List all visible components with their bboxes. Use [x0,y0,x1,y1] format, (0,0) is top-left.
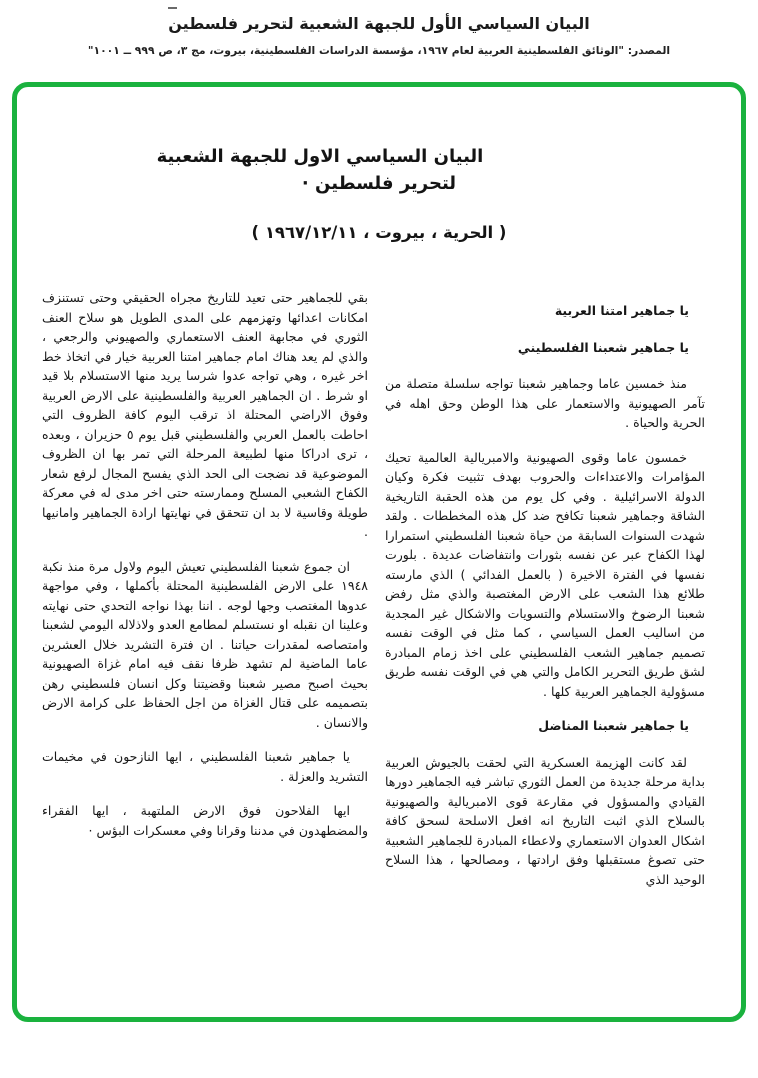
statement-title [17,143,741,197]
scan-artifact-dash [168,7,177,9]
salutation-palestinian-people: يا جماهير شعبنا الفلسطيني [517,339,689,355]
paragraph: منذ خمسين عاما وجماهير شعبنا تواجه سلسلة متصلة من تآمر الصهيونية والاستعمار على هذا الوطن وحق اهله في الحرية والحياة . [385,376,705,430]
green-scan-frame [12,82,746,1022]
paragraph: لقد كانت الهزيمة العسكرية التي لحقت بالجيوش العربية بداية مرحلة جديدة من العمل الثوري تباشر فيه الجماهير دورها القيادي والمسؤول في مقارعة قوى الامبريالية والصهيونية بالسلاح الذي اثبت التاريخ انه افعل الاسلحة لسحق كافة اشكال العدوان الاستعماري ولاعطاء المبادرة للجماهير الشعبية حتى تصوغ مستقبلها وفق ارادتها ، ومصالحها ، هذا السلاح الوحيد الذي [385,754,705,887]
document-header [0,14,758,57]
statement-title-line1: البيان السياسي الاول للجبهة الشعبية [156,146,484,167]
salutation-struggling-people: يا جماهير شعبنا المناضل [538,718,689,733]
salutation-peasants: ايها الفلاحون فوق الارض الملتهبة ، ايها الفقراء والمضطهدون في مدننا وقرانا وفي معسكرات البؤس · [42,803,368,838]
source-citation: المصدر: "الوثائق الفلسطينية العربية لعام ١٩٦٧، مؤسسة الدراسات الفلسطينية، بيروت، مج ٣، ص ٩٩٩ ــ ١٠٠١" [87,44,671,57]
text-columns [17,288,741,904]
paragraph: ان جموع شعبنا الفلسطيني تعيش اليوم ولاول مرة منذ نكبة ١٩٤٨ على الارض الفلسطينية المحتلة بأكملها ، وفي مواجهة عدوها المغتصب وجها لوجه . اننا بهذا نواجه التحدي حتى نهايته وعلينا ان نقبله او نستسلم لمطامع العدو ولاذلاله اليومي لشعبنا وامتصاصه لمقدرات حياتنا . ان فترة التشريد خلال العشرين عاما الماضية لم تشهد ظرفا نقف فيه امام غزاة الصهيونية بحيث اصبح مصير شعبنا وقضيتنا وكل انسان فلسطيني رهن بتصميمه على قتال الغزاة من اجل الحفاظ على كرامة الارض والانسان . [42,558,368,730]
statement-title-line2: لتحرير فلسطين · [301,173,457,194]
column-left [42,288,368,904]
paragraph-continuation: بقي للجماهير حتى تعيد للتاريخ مجراه الحقيقي وحتى تستنزف امكانات اعدائها وتهزمهم على المدى الطويل هو سلاح العنف الثوري في مجابهة العنف الاستعماري والصهيوني والرجعي ، والذي لم يعد هناك امام جماهير امتنا العربية خيار في اتخاذ خط اخر غيره ، وهي تواجه عدوا شرسا يريد منها الاستسلام بلا قيد او شرط . ان الجماهير العربية والفلسطينية على الارض العربية وفوق الاراضي المحتلة اذ ترقب اليوم كافة الظروف التي احاطت بالعمل العربي والفلسطيني قبل يوم ٥ حزيران ، وبعده ، ترى ادراكا منها لطبيعة المرحلة التي تمر بها ان الظروف الموضوعية قد نضجت الى الحد الذي يفسح المجال لرفع شعار الكفاح الشعبي المسلح وممارسته حتى اخر مدى له في معركة طويلة وقاسية لا بد ان تتحقق في نهايتها ارادة الجماهير وامانيها . [42,290,368,539]
paragraph: خمسون عاما وقوى الصهيونية والامبريالية العالمية تحيك المؤامرات والاعتداءات والحروب بهدف تثبيت فكرة وكيان الدولة الاسرائيلية . وفي كل يوم من هذه الحقبة التاريخية الشاقة وجماهير شعبنا تكافح ضد كل هذه المخططات . ولقد شهدت السنوات السابقة من حياة شعبنا الفلسطيني استمرارا لهذا الكفاح عبر عن نفسه بثورات وانتفاضات عديدة . بلورت نفسها في الفترة الاخيرة ( بالعمل الفدائي ) الذي مارسته طلائع هذا الشعب على الارض المغتصبة والذي مثل رفض شعبنا الرضوخ والاستسلام والتسويات والاشكال غير المجدية من اساليب العمل السياسي ، كما مثل في الوقت نفسه تصميم جماهير الشعب الفلسطيني على اخذ زمام المبادرة لشق طريق التحرير الكامل والتي هي في الوقت نفسه طريق مسؤولية الجماهير العربية كلها . [385,449,705,699]
statement-dateline: ( الحرية ، بيروت ، ١٩٦٧/١٢/١١ ) [251,223,507,242]
salutation-arab-nation: يا جماهير امتنا العربية [554,303,689,318]
salutation-refugees: يا جماهير شعبنا الفلسطيني ، ايها النازحون في مخيمات التشريد والعزلة . [42,749,368,784]
column-right [385,288,705,904]
page-title: البيان السياسي الأول للجبهة الشعبية لتحرير فلسطين [168,14,590,33]
